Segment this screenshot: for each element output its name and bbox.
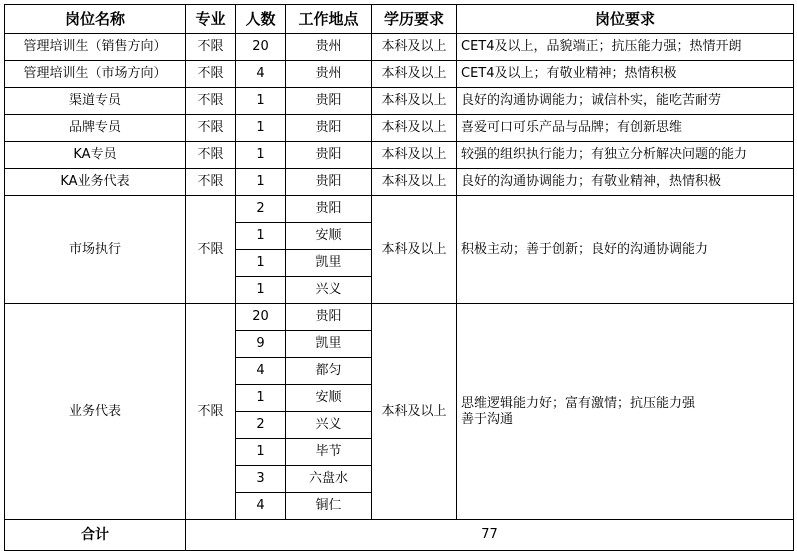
cell-major: 不限 [186,169,236,196]
cell-location: 贵阳 [286,169,372,196]
cell-education: 本科及以上 [372,169,457,196]
cell-count: 2 [236,412,286,439]
cell-location: 安顺 [286,385,372,412]
total-label: 合计 [5,520,186,551]
cell-major: 不限 [186,142,236,169]
cell-count: 1 [236,169,286,196]
cell-location: 凯里 [286,250,372,277]
cell-major: 不限 [186,196,236,304]
cell-requirements: 良好的沟通协调能力；有敬业精神，热情积极 [457,169,794,196]
header-requirements: 岗位要求 [457,5,794,34]
cell-location: 贵阳 [286,88,372,115]
cell-requirements: 良好的沟通协调能力；诚信朴实，能吃苦耐劳 [457,88,794,115]
cell-requirements: CET4及以上，品貌端正；抗压能力强；热情开朗 [457,34,794,61]
cell-location: 贵阳 [286,142,372,169]
cell-count: 1 [236,142,286,169]
cell-position: KA专员 [5,142,186,169]
cell-requirements [457,304,794,520]
header-location: 工作地点 [286,5,372,34]
cell-position: KA业务代表 [5,169,186,196]
cell-requirements: CET4及以上；有敬业精神；热情积极 [457,61,794,88]
cell-location: 铜仁 [286,493,372,520]
cell-position: 管理培训生（销售方向） [5,34,186,61]
table-row [5,61,794,88]
cell-count: 1 [236,88,286,115]
requirements-line: 善于沟通 [461,411,514,427]
cell-location: 安顺 [286,223,372,250]
table-row [5,115,794,142]
cell-requirements: 较强的组织执行能力；有独立分析解决问题的能力 [457,142,794,169]
header-major: 专业 [186,5,236,34]
cell-count: 2 [236,196,286,223]
cell-location: 兴义 [286,412,372,439]
table-row [5,169,794,196]
cell-count: 1 [236,223,286,250]
cell-education: 本科及以上 [372,115,457,142]
cell-major: 不限 [186,61,236,88]
table-row [5,142,794,169]
recruitment-table [4,4,794,551]
table-row [5,34,794,61]
cell-education: 本科及以上 [372,88,457,115]
cell-major: 不限 [186,34,236,61]
cell-count: 1 [236,115,286,142]
table-row [5,196,794,223]
requirements-line: 思维逻辑能力好；富有激情；抗压能力强 [461,395,696,411]
cell-location: 毕节 [286,439,372,466]
cell-location: 凯里 [286,331,372,358]
cell-education: 本科及以上 [372,142,457,169]
cell-position: 市场执行 [5,196,186,304]
cell-count: 20 [236,34,286,61]
header-position: 岗位名称 [5,5,186,34]
cell-education: 本科及以上 [372,196,457,304]
cell-count: 9 [236,331,286,358]
total-row [5,520,794,551]
cell-count: 20 [236,304,286,331]
cell-location: 贵阳 [286,304,372,331]
cell-position: 品牌专员 [5,115,186,142]
cell-count: 4 [236,358,286,385]
cell-requirements: 积极主动；善于创新；良好的沟通协调能力 [457,196,794,304]
cell-major: 不限 [186,115,236,142]
cell-major: 不限 [186,88,236,115]
cell-position: 管理培训生（市场方向） [5,61,186,88]
cell-position: 业务代表 [5,304,186,520]
cell-location: 贵州 [286,34,372,61]
cell-position: 渠道专员 [5,88,186,115]
cell-location: 贵阳 [286,115,372,142]
cell-education: 本科及以上 [372,61,457,88]
cell-major: 不限 [186,304,236,520]
table-row [5,88,794,115]
cell-count: 4 [236,493,286,520]
total-value: 77 [186,520,794,551]
cell-count: 4 [236,61,286,88]
cell-requirements: 喜爱可口可乐产品与品牌；有创新思维 [457,115,794,142]
table-row [5,304,794,331]
cell-count: 3 [236,466,286,493]
cell-count: 1 [236,277,286,304]
cell-count: 1 [236,250,286,277]
header-count: 人数 [236,5,286,34]
cell-education: 本科及以上 [372,304,457,520]
cell-location: 贵阳 [286,196,372,223]
cell-location: 都匀 [286,358,372,385]
cell-location: 贵州 [286,61,372,88]
cell-location: 兴义 [286,277,372,304]
cell-count: 1 [236,439,286,466]
cell-education: 本科及以上 [372,34,457,61]
cell-count: 1 [236,385,286,412]
header-row [5,5,794,34]
cell-location: 六盘水 [286,466,372,493]
header-education: 学历要求 [372,5,457,34]
